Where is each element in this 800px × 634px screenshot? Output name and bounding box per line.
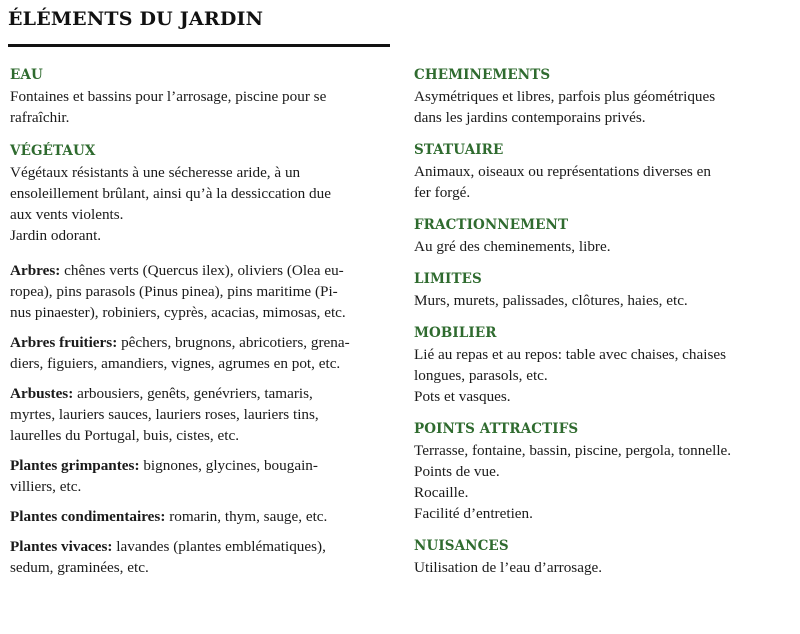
section-statuaire [414,141,790,203]
plant-paragraph-arbustes [10,383,390,446]
section-text-line: Au gré des cheminements, libre. [414,238,611,255]
plant-paragraph-arbres-fruitiers [10,332,390,374]
plant-paragraph-plantes-condimentaires [10,506,390,527]
right-column [414,66,790,591]
section-text-line: Murs, murets, palissades, clôtures, haies, etc. [414,292,688,309]
section-nuisances [414,537,790,578]
plant-text-line: myrtes, lauriers sauces, lauriers roses, lauriers tins, [10,406,319,423]
plant-paragraph-plantes-grimpantes [10,455,390,497]
section-text-line: ensoleillement brûlant, ainsi qu’à la dessiccation due [10,185,331,202]
section-text-line: fer forgé. [414,184,471,201]
section-heading: NUISANCES [414,538,509,554]
plant-label: Plantes condimentaires: [10,508,166,525]
section-text-line: Rocaille. [414,484,469,501]
section-eau [10,66,390,128]
section-vegetaux [10,142,390,246]
section-heading: CHEMINEMENTS [414,67,551,83]
section-text-line: Points de vue. [414,463,500,480]
plant-text-line: sedum, graminées, etc. [10,559,149,576]
plant-label: Arbustes: [10,385,74,402]
plant-text-line: villiers, etc. [10,478,82,495]
plant-label: Arbres fruitiers: [10,334,118,351]
section-heading: EAU [10,67,43,83]
section-text-line: Animaux, oiseaux ou représentations diverses en [414,163,711,180]
section-heading: STATUAIRE [414,142,504,158]
plant-paragraph-arbres [10,260,390,323]
section-text-line: longues, parasols, etc. [414,367,548,384]
plant-label: Arbres: [10,262,61,279]
section-text-line: Asymétriques et libres, parfois plus géométriques [414,88,716,105]
section-text-line: Végétaux résistants à une sécheresse aride, à un [10,164,301,181]
section-text-line: aux vents violents. [10,206,124,223]
plant-text: bignones, glycines, bougain- [139,457,318,474]
section-heading: MOBILIER [414,325,497,341]
section-text-line: Facilité d’entretien. [414,505,533,522]
plant-text: arbousiers, genêts, genévriers, tamaris, [73,385,313,402]
plant-text-line: nus pinaester), robiniers, cyprès, acacias, mimosas, etc. [10,304,346,321]
plant-text: chênes verts (Quercus ilex), oliviers (Olea eu- [60,262,344,279]
section-heading: VÉGÉTAUX [10,143,96,159]
plant-text: romarin, thym, sauge, etc. [165,508,328,525]
section-cheminements [414,66,790,128]
section-text-line: Terrasse, fontaine, bassin, piscine, pergola, tonnelle. [414,442,732,459]
section-limites [414,270,790,311]
title-divider [8,44,390,47]
plant-label: Plantes vivaces: [10,538,113,555]
plant-label: Plantes grimpantes: [10,457,140,474]
section-mobilier [414,324,790,407]
plant-text-line: laurelles du Portugal, buis, cistes, etc. [10,427,240,444]
page-title: ÉLÉMENTS DU JARDIN [8,8,264,30]
plant-list [10,260,390,578]
section-heading: POINTS ATTRACTIFS [414,421,579,437]
plant-text: pêchers, brugnons, abricotiers, grena- [117,334,350,351]
section-text-line: Jardin odorant. [10,227,102,244]
section-heading: FRACTIONNEMENT [414,217,569,233]
section-text-line: Lié au repas et au repos: table avec chaises, chaises [414,346,727,363]
section-fractionnement [414,216,790,257]
plant-text: lavandes (plantes emblématiques), [112,538,326,555]
section-text-line: Utilisation de l’eau d’arrosage. [414,559,603,576]
plant-text-line: ropea), pins parasols (Pinus pinea), pins maritime (Pi- [10,283,338,300]
section-heading: LIMITES [414,271,482,287]
plant-text-line: diers, figuiers, amandiers, vignes, agrumes en pot, etc. [10,355,341,372]
section-text-line: dans les jardins contemporains privés. [414,109,646,126]
section-text-line: rafraîchir. [10,109,70,126]
section-text-line: Pots et vasques. [414,388,511,405]
section-text-line: Fontaines et bassins pour l’arrosage, piscine pour se [10,88,327,105]
plant-paragraph-plantes-vivaces [10,536,390,578]
left-column [10,66,390,578]
section-points-attractifs [414,420,790,524]
